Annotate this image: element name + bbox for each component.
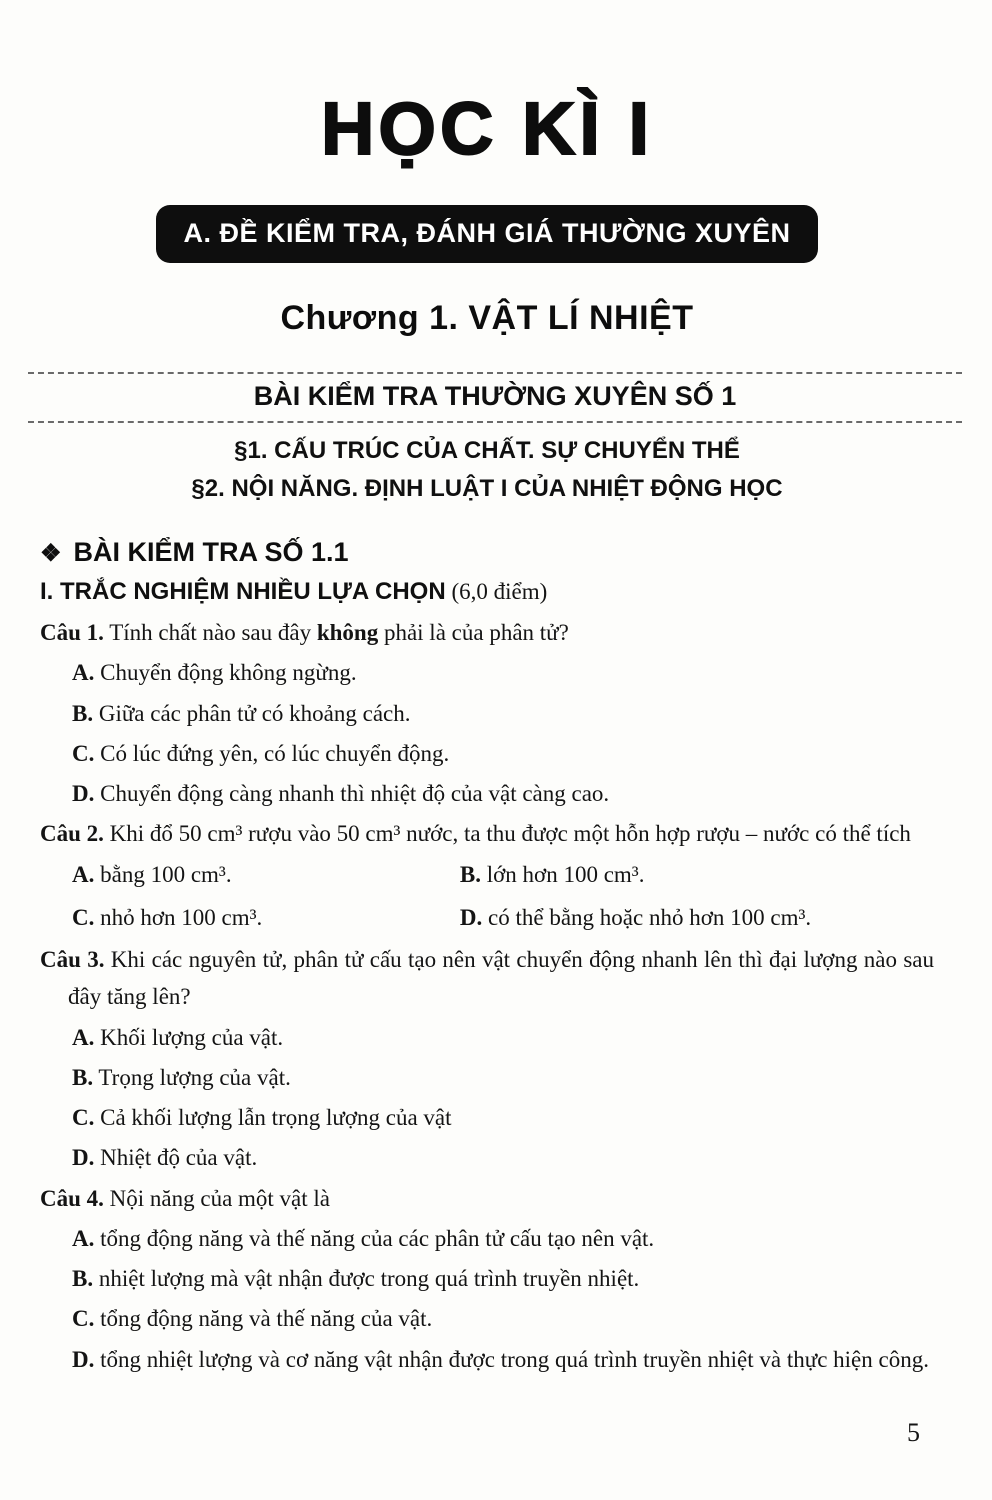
question-label: Câu 2.: [40, 821, 104, 847]
option-text: bằng 100 cm³.: [94, 861, 232, 887]
option-letter: B.: [72, 1064, 94, 1090]
option-letter: D.: [72, 781, 95, 806]
option-text: Chuyển động không ngừng.: [94, 660, 357, 686]
option-text: Cả khối lượng lẫn trọng lượng của vật: [94, 1105, 452, 1130]
option-letter: B.: [72, 1266, 94, 1291]
question-3-text: [40, 941, 934, 1016]
option-letter: C.: [72, 740, 95, 766]
option-text: tổng nhiệt lượng và cơ năng vật nhận được trong quá trình truyền nhiệt và thực hiện công.: [94, 1346, 929, 1372]
option-text: Khối lượng của vật.: [94, 1024, 284, 1050]
question-4-text: [40, 1180, 934, 1217]
option-letter: D.: [72, 1346, 95, 1372]
option-letter: A.: [72, 1225, 95, 1251]
option-text: có thể bằng hoặc nhỏ hơn 100 cm³.: [482, 904, 812, 930]
question-label: Câu 1.: [40, 620, 104, 645]
question-1-text: [40, 614, 934, 651]
option-text: Có lúc đứng yên, có lúc chuyển động.: [94, 740, 450, 766]
option-d: [72, 1341, 934, 1378]
option-letter: C.: [72, 1306, 95, 1332]
option-letter: A.: [72, 660, 95, 686]
question-label: Câu 4.: [40, 1185, 104, 1211]
option-letter: C.: [72, 904, 95, 930]
option-a: [72, 1019, 934, 1056]
question-text-pre: Khi các nguyên tử, phân tử cấu tạo nên vật chuyển động nhanh lên thì đại lượng nào sau đây tăng lên?: [68, 947, 934, 1010]
question-label: Câu 3.: [40, 947, 105, 972]
option-c: [72, 1300, 934, 1337]
question-3: [40, 941, 934, 1177]
question-3-options: [72, 1019, 934, 1177]
diamond-icon: ❖: [40, 540, 62, 567]
question-text-pre: Khi đổ 50 cm³ rượu vào 50 cm³ nước, ta thu được một hỗn hợp rượu – nước có thể tích: [103, 821, 911, 847]
option-a: [72, 654, 934, 691]
option-b: [72, 1260, 934, 1297]
option-text: Chuyển động càng nhanh thì nhiệt độ của vật càng cao.: [94, 781, 610, 806]
lesson-1-heading: §1. CẤU TRÚC CỦA CHẤT. SỰ CHUYỂN THỂ: [234, 437, 740, 464]
option-letter: D.: [459, 904, 483, 930]
question-text-bold: không: [316, 620, 379, 645]
option-text: Giữa các phân tử có khoảng cách.: [93, 700, 411, 726]
question-2-options: [72, 853, 934, 940]
option-b: [460, 856, 934, 893]
option-letter: A.: [72, 1024, 95, 1050]
chapter-heading: Chương 1. VẬT LÍ NHIỆT: [280, 299, 694, 337]
option-text: nhỏ hơn 100 cm³.: [94, 904, 263, 930]
question-2-text: [40, 815, 934, 852]
option-text: nhiệt lượng mà vật nhận được trong quá trình truyền nhiệt.: [93, 1266, 640, 1291]
option-d: [460, 899, 934, 936]
option-letter: B.: [459, 861, 481, 887]
section-banner: A. ĐỀ KIỂM TRA, ĐÁNH GIÁ THƯỜNG XUYÊN: [156, 205, 819, 263]
option-text: tổng động năng và thế năng của vật.: [94, 1306, 433, 1332]
question-4: [40, 1180, 934, 1378]
option-text: Trọng lượng của vật.: [93, 1064, 291, 1090]
option-letter: C.: [72, 1105, 95, 1130]
subtest-title: BÀI KIỂM TRA SỐ 1.1: [73, 537, 349, 567]
section-banner-wrap: [40, 205, 934, 263]
option-text: tổng động năng và thế năng của các phân tử cấu tạo nên vật.: [94, 1225, 655, 1251]
option-c: [72, 899, 460, 936]
question-text-pre: Nội năng của một vật là: [103, 1185, 331, 1211]
lesson-2-heading: §2. NỘI NĂNG. ĐỊNH LUẬT I CỦA NHIỆT ĐỘNG HỌC: [191, 475, 783, 502]
test-header-title: BÀI KIỂM TRA THƯỜNG XUYÊN SỐ 1: [253, 381, 737, 411]
option-letter: A.: [72, 861, 95, 887]
section-heading-line: [40, 578, 934, 606]
question-text-post: phải là của phân tử?: [378, 620, 569, 645]
option-c: [72, 1099, 934, 1136]
option-a: [72, 1220, 934, 1257]
option-b: [72, 1059, 934, 1096]
option-d: [72, 775, 934, 812]
question-4-options: [72, 1220, 934, 1378]
question-text-pre: Tính chất nào sau đây: [103, 620, 317, 645]
section-points: (6,0 điểm): [445, 579, 548, 604]
subtest-heading: [40, 537, 934, 568]
option-d: [72, 1139, 934, 1176]
option-letter: B.: [72, 700, 94, 726]
option-a: [72, 856, 460, 893]
question-1: [40, 614, 934, 812]
page-title: HỌC KÌ I: [320, 87, 654, 170]
option-c: [72, 735, 934, 772]
page-number: 5: [907, 1418, 920, 1447]
option-text: Nhiệt độ của vật.: [94, 1145, 258, 1171]
option-text: lớn hơn 100 cm³.: [480, 861, 645, 887]
section-heading: I. TRẮC NGHIỆM NHIỀU LỰA CHỌN: [40, 578, 446, 605]
test-header-box: [28, 372, 962, 423]
question-1-options: [72, 654, 934, 812]
option-b: [72, 695, 934, 732]
question-2: [40, 815, 934, 939]
option-letter: D.: [72, 1145, 95, 1171]
